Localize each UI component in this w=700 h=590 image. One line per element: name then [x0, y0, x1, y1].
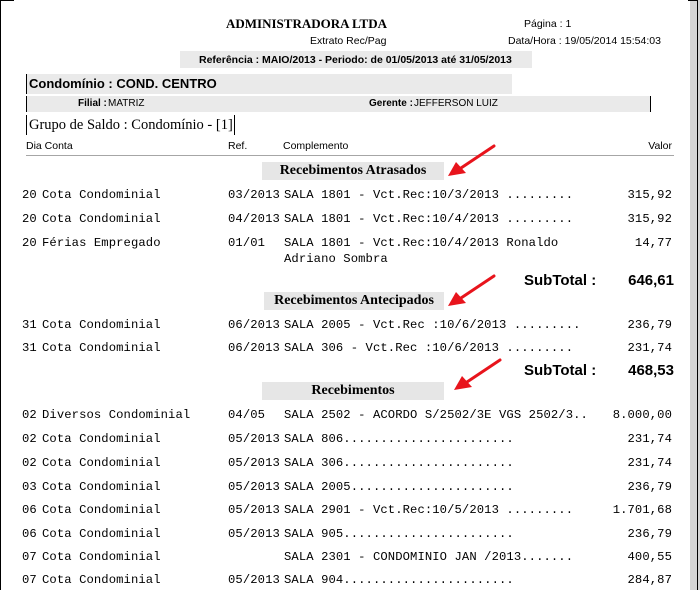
section-title-antecipados: Recebimentos Antecipados	[264, 292, 444, 310]
row-complemento: SALA 2502 - ACORDO S/2502/3E VGS 2502/3..	[284, 408, 588, 422]
red-arrow-icon	[450, 356, 506, 394]
row-conta: Cota Condominial	[42, 212, 161, 226]
row-conta: Cota Condominial	[42, 573, 161, 587]
row-dia: 02	[22, 432, 37, 446]
gerente-label: Gerente :	[369, 98, 413, 109]
row-dia: 20	[22, 212, 37, 226]
row-ref: 01/01	[228, 236, 266, 250]
row-conta: Cota Condominial	[42, 318, 161, 332]
row-complemento-cont: Adriano Sombra	[284, 252, 388, 266]
subtotal-label: SubTotal :	[524, 272, 597, 289]
row-complemento: SALA 904.......................	[284, 573, 514, 587]
row-complemento: SALA 1801 - Vct.Rec:10/3/2013 .........	[284, 188, 574, 202]
report-page	[14, 0, 688, 590]
row-dia: 20	[22, 188, 37, 202]
row-ref: 03/2013	[228, 188, 280, 202]
section-title-recebimentos: Recebimentos	[262, 382, 444, 400]
filial-label: Filial :	[78, 98, 107, 109]
filial-value: MATRIZ	[108, 98, 145, 109]
row-conta: Férias Empregado	[42, 236, 161, 250]
row-conta: Cota Condominial	[42, 432, 161, 446]
row-dia: 06	[22, 527, 37, 541]
row-dia: 03	[22, 480, 37, 494]
row-valor: 231,74	[627, 456, 672, 470]
row-ref: 05/2013	[228, 480, 280, 494]
row-valor: 315,92	[627, 188, 672, 202]
condominio-name: Condomínio : COND. CENTRO	[29, 76, 217, 91]
row-conta: Diversos Condominial	[42, 408, 191, 422]
row-dia: 02	[22, 456, 37, 470]
row-complemento: SALA 1801 - Vct.Rec:10/4/2013 .........	[284, 212, 574, 226]
row-valor: 236,79	[627, 527, 672, 541]
row-ref: 05/2013	[228, 573, 280, 587]
col-complemento: Complemento	[283, 140, 349, 152]
subtotal-value: 468,53	[628, 362, 674, 379]
col-ref: Ref.	[228, 140, 248, 152]
row-complemento: SALA 306 - Vct.Rec :10/6/2013 .........	[284, 341, 574, 355]
row-conta: Cota Condominial	[42, 188, 161, 202]
section-title-atrasados: Recebimentos Atrasados	[262, 162, 444, 180]
filial-border-left	[26, 96, 27, 112]
row-conta: Cota Condominial	[42, 480, 161, 494]
row-valor: 236,79	[627, 318, 672, 332]
gerente-value: JEFFERSON LUIZ	[414, 98, 498, 109]
row-ref: 05/2013	[228, 527, 280, 541]
col-dia-conta: Dia Conta	[26, 140, 73, 152]
row-ref: 04/2013	[228, 212, 280, 226]
row-conta: Cota Condominial	[42, 550, 161, 564]
row-valor: 236,79	[627, 480, 672, 494]
group-title: Grupo de Saldo : Condomínio - [1]	[29, 117, 233, 133]
row-complemento: SALA 2005......................	[284, 480, 514, 494]
row-valor: 1.701,68	[612, 503, 672, 517]
row-ref: 05/2013	[228, 432, 280, 446]
row-complemento: SALA 905.......................	[284, 527, 514, 541]
row-dia: 20	[22, 236, 37, 250]
subtotal-value: 646,61	[628, 272, 674, 289]
report-title: Extrato Rec/Pag	[310, 35, 387, 47]
row-dia: 06	[22, 503, 37, 517]
row-valor: 284,87	[627, 573, 672, 587]
group-border-left	[26, 115, 27, 135]
row-conta: Cota Condominial	[42, 503, 161, 517]
row-complemento: SALA 2005 - Vct.Rec :10/6/2013 .........	[284, 318, 581, 332]
row-complemento: SALA 2301 - CONDOMINIO JAN /2013.......	[284, 550, 574, 564]
condominio-border-left	[26, 74, 27, 94]
row-dia: 07	[22, 573, 37, 587]
row-valor: 8.000,00	[612, 408, 672, 422]
row-complemento: SALA 306.......................	[284, 456, 514, 470]
page-number: Página : 1	[524, 18, 572, 30]
reference-period: Referência : MAIO/2013 - Periodo: de 01/05/2013 até 31/05/2013	[199, 54, 512, 66]
subtotal-label: SubTotal :	[524, 362, 597, 379]
row-conta: Cota Condominial	[42, 456, 161, 470]
red-arrow-icon	[444, 272, 500, 310]
col-valor: Valor	[648, 140, 672, 152]
row-ref: 06/2013	[228, 318, 280, 332]
row-conta: Cota Condominial	[42, 527, 161, 541]
row-ref: 05/2013	[228, 456, 280, 470]
row-dia: 02	[22, 408, 37, 422]
row-dia: 31	[22, 318, 37, 332]
row-valor: 231,74	[627, 432, 672, 446]
report-datetime: Data/Hora : 19/05/2014 15:54:03	[508, 35, 661, 47]
row-dia: 31	[22, 341, 37, 355]
row-ref: 06/2013	[228, 341, 280, 355]
red-arrow-icon	[444, 142, 500, 180]
row-valor: 315,92	[627, 212, 672, 226]
row-ref: 05/2013	[228, 503, 280, 517]
filial-border-right	[650, 96, 651, 112]
row-ref: 04/05	[228, 408, 266, 422]
row-complemento: SALA 806.......................	[284, 432, 514, 446]
row-valor: 231,74	[627, 341, 672, 355]
header-divider	[26, 155, 674, 156]
group-border-right	[234, 115, 235, 135]
row-valor: 400,55	[627, 550, 672, 564]
row-complemento: SALA 1801 - Vct.Rec:10/4/2013 Ronaldo	[284, 236, 559, 250]
row-complemento: SALA 2901 - Vct.Rec:10/5/2013 .........	[284, 503, 574, 517]
row-conta: Cota Condominial	[42, 341, 161, 355]
company-name: ADMINISTRADORA LTDA	[226, 16, 387, 31]
row-dia: 07	[22, 550, 37, 564]
row-valor: 14,77	[634, 236, 672, 250]
